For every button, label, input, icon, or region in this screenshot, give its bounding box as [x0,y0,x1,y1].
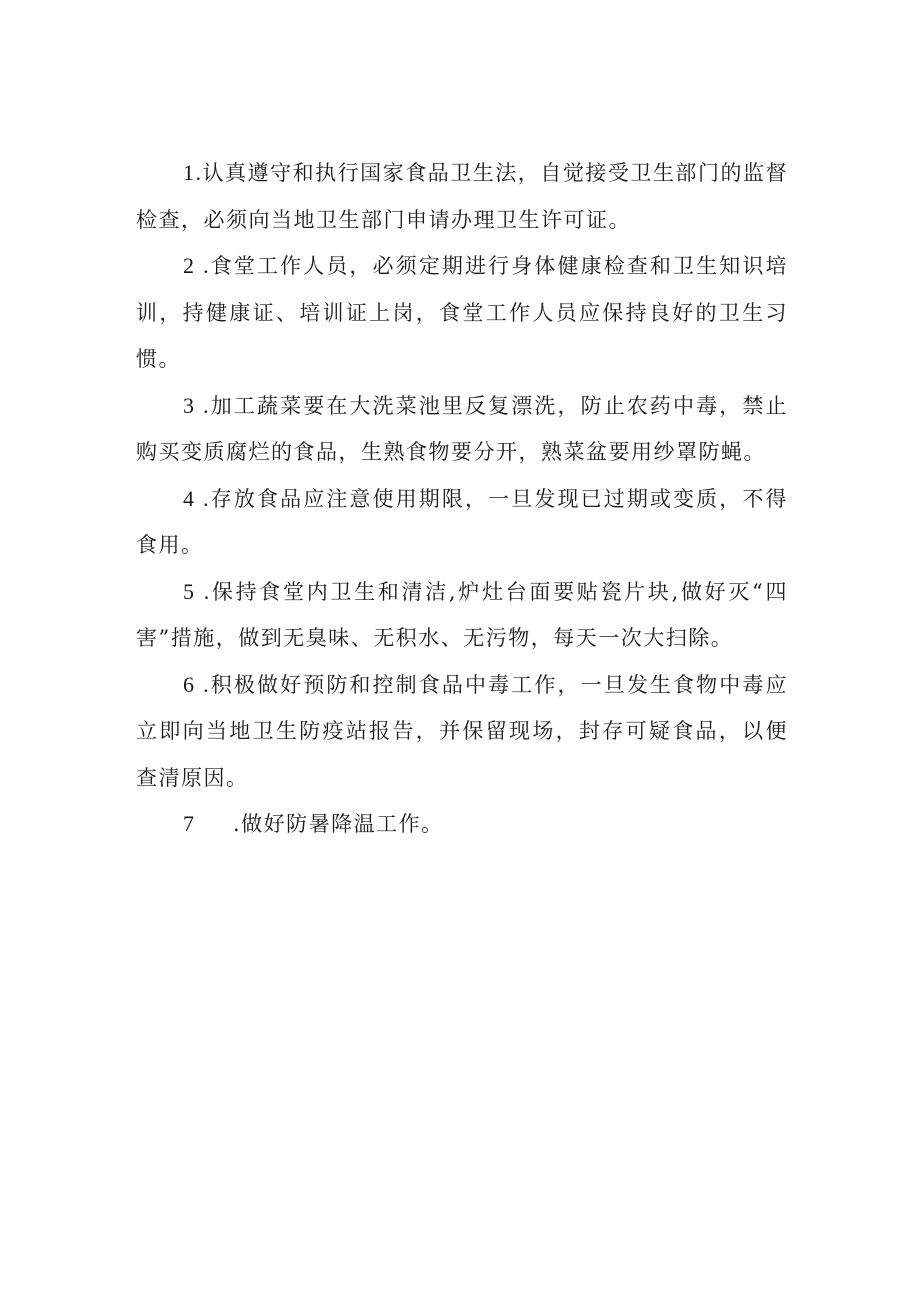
item-number: 1. [183,160,203,185]
item-number: 3 . [183,392,211,418]
item-text: .做好防暑降温工作。 [233,812,444,836]
list-item-5 [136,569,788,662]
item-text: 认真遵守和执行国家食品卫生法，自觉接受卫生部门的监督检查，必须向当地卫生部门申请办理卫生许可证。 [136,161,788,232]
list-item-3 [136,383,788,476]
item-number: 7 [183,811,196,836]
item-number: 2 . [183,253,211,278]
list-item-7 [136,801,788,848]
item-text: 存放食品应注意使用期限，一旦发现已过期或变质，不得食用。 [136,486,789,557]
list-item-1 [136,150,788,243]
item-text: 加工蔬菜要在大洗菜池里反复漂洗，防止农药中毒，禁止购买变质腐烂的食品，生熟食物要分开，熟菜盆要用纱罩防蝇。 [136,393,789,464]
list-item-6 [136,662,788,802]
item-text: 食堂工作人员，必须定期进行身体健康检查和卫生知识培训，持健康证、培训证上岗，食堂工作人员应保持良好的卫生习惯。 [136,254,789,371]
item-text: 保持食堂内卫生和清洁,炉灶台面要贴瓷片块,做好灭“四害”措施，做到无臭味、无积水、无污物，每天一次大扫除。 [136,579,788,650]
item-number: 6 . [183,671,211,697]
list-item-4 [136,476,788,569]
list-item-2 [136,243,788,383]
document-body [136,150,788,848]
item-number: 4 . [183,485,211,511]
item-number: 5 . [183,578,211,604]
item-text: 积极做好预防和控制食品中毒工作，一旦发生食物中毒应立即向当地卫生防疫站报告，并保留现场，封存可疑食品，以便查清原因。 [136,672,789,790]
